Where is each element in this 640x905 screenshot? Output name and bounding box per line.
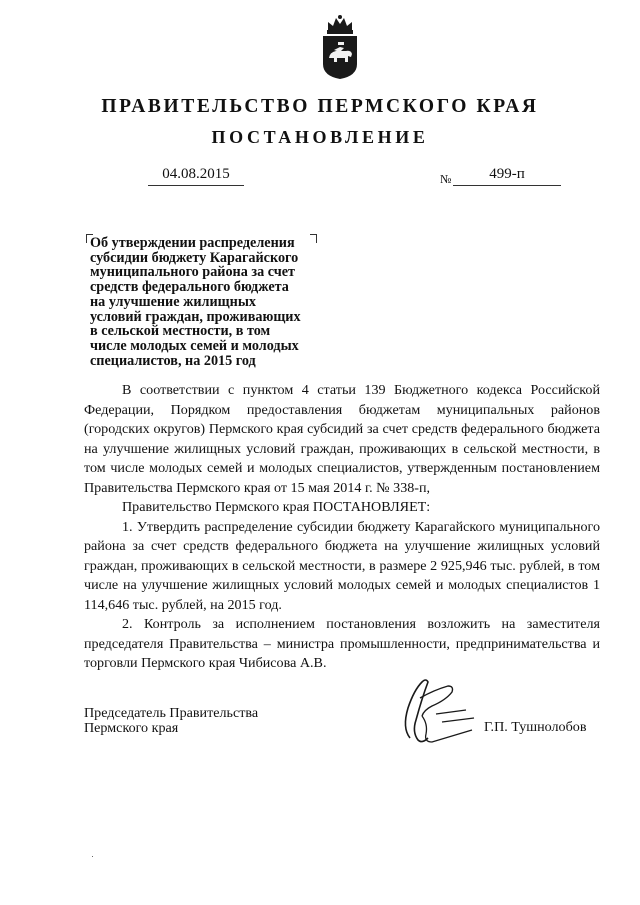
document-date: 04.08.2015 bbox=[148, 166, 244, 186]
signer-name: Г.П. Тушнолобов bbox=[484, 719, 587, 735]
subject-title bbox=[90, 236, 322, 368]
subject-line: муниципального района за счет bbox=[90, 264, 295, 281]
signer-position bbox=[84, 706, 258, 736]
item-2-paragraph: 2. Контроль за исполнением постановления возложить на заместителя председателя Правительства – министра промышленности, предпринимательства и торговли Пермского края Чибисова А.В. bbox=[84, 616, 600, 671]
subject-line: условий граждан, проживающих bbox=[90, 308, 301, 325]
item-1-paragraph: 1. Утвердить распределение субсидии бюджету Карагайского муниципального района за счет средств федерального бюджета на улучшение жилищных условий граждан, проживающих в сельской местности, в размере 2 925,946 тыс. рублей, в том числе на улучшение жилищных условий молодых семей и молодых специалистов 1 114,646 тыс. рублей, на 2015 год. bbox=[84, 518, 600, 613]
government-title: ПРАВИТЕЛЬСТВО ПЕРМСКОГО КРАЯ bbox=[101, 96, 539, 117]
subject-line: на улучшение жилищных bbox=[90, 293, 256, 310]
handwritten-signature-icon bbox=[392, 668, 478, 752]
document-type-title: ПОСТАНОВЛЕНИЕ bbox=[211, 127, 429, 147]
signer-position-line: Председатель Правительства bbox=[84, 705, 259, 721]
signer-position-line: Пермского края bbox=[84, 720, 179, 736]
coat-of-arms-icon bbox=[318, 14, 362, 80]
subject-line: специалистов, на 2015 год bbox=[90, 352, 256, 369]
subject-line: Об утверждении распределения bbox=[90, 235, 295, 251]
subject-line: в сельской местности, в том bbox=[90, 323, 271, 340]
document-number: 499-п bbox=[453, 166, 561, 186]
resolves-paragraph: Правительство Пермского края ПОСТАНОВЛЯЕТ: bbox=[122, 499, 431, 515]
subject-line: средств федерального бюджета bbox=[90, 279, 289, 296]
subject-line: субсидии бюджету Карагайского bbox=[90, 249, 299, 266]
preamble-paragraph: В соответствии с пунктом 4 статьи 139 Бюджетного кодекса Российской Федерации, Порядком предоставления бюджетам муниципальных районов (городских округов) Пермского края субсидий за счет средств федерального бюджета на улучшение жилищных условий граждан, проживающих в сельской местности, в том числе молодых семей и молодых специалистов, утвержденным постановлением Правительства Пермского края от 15 мая 2014 г. № 338-п, bbox=[84, 382, 600, 496]
subject-line: числе молодых семей и молодых bbox=[90, 337, 299, 354]
scan-dot bbox=[92, 856, 93, 857]
resolution-body bbox=[84, 381, 600, 674]
document-number-sign: № bbox=[440, 172, 452, 186]
